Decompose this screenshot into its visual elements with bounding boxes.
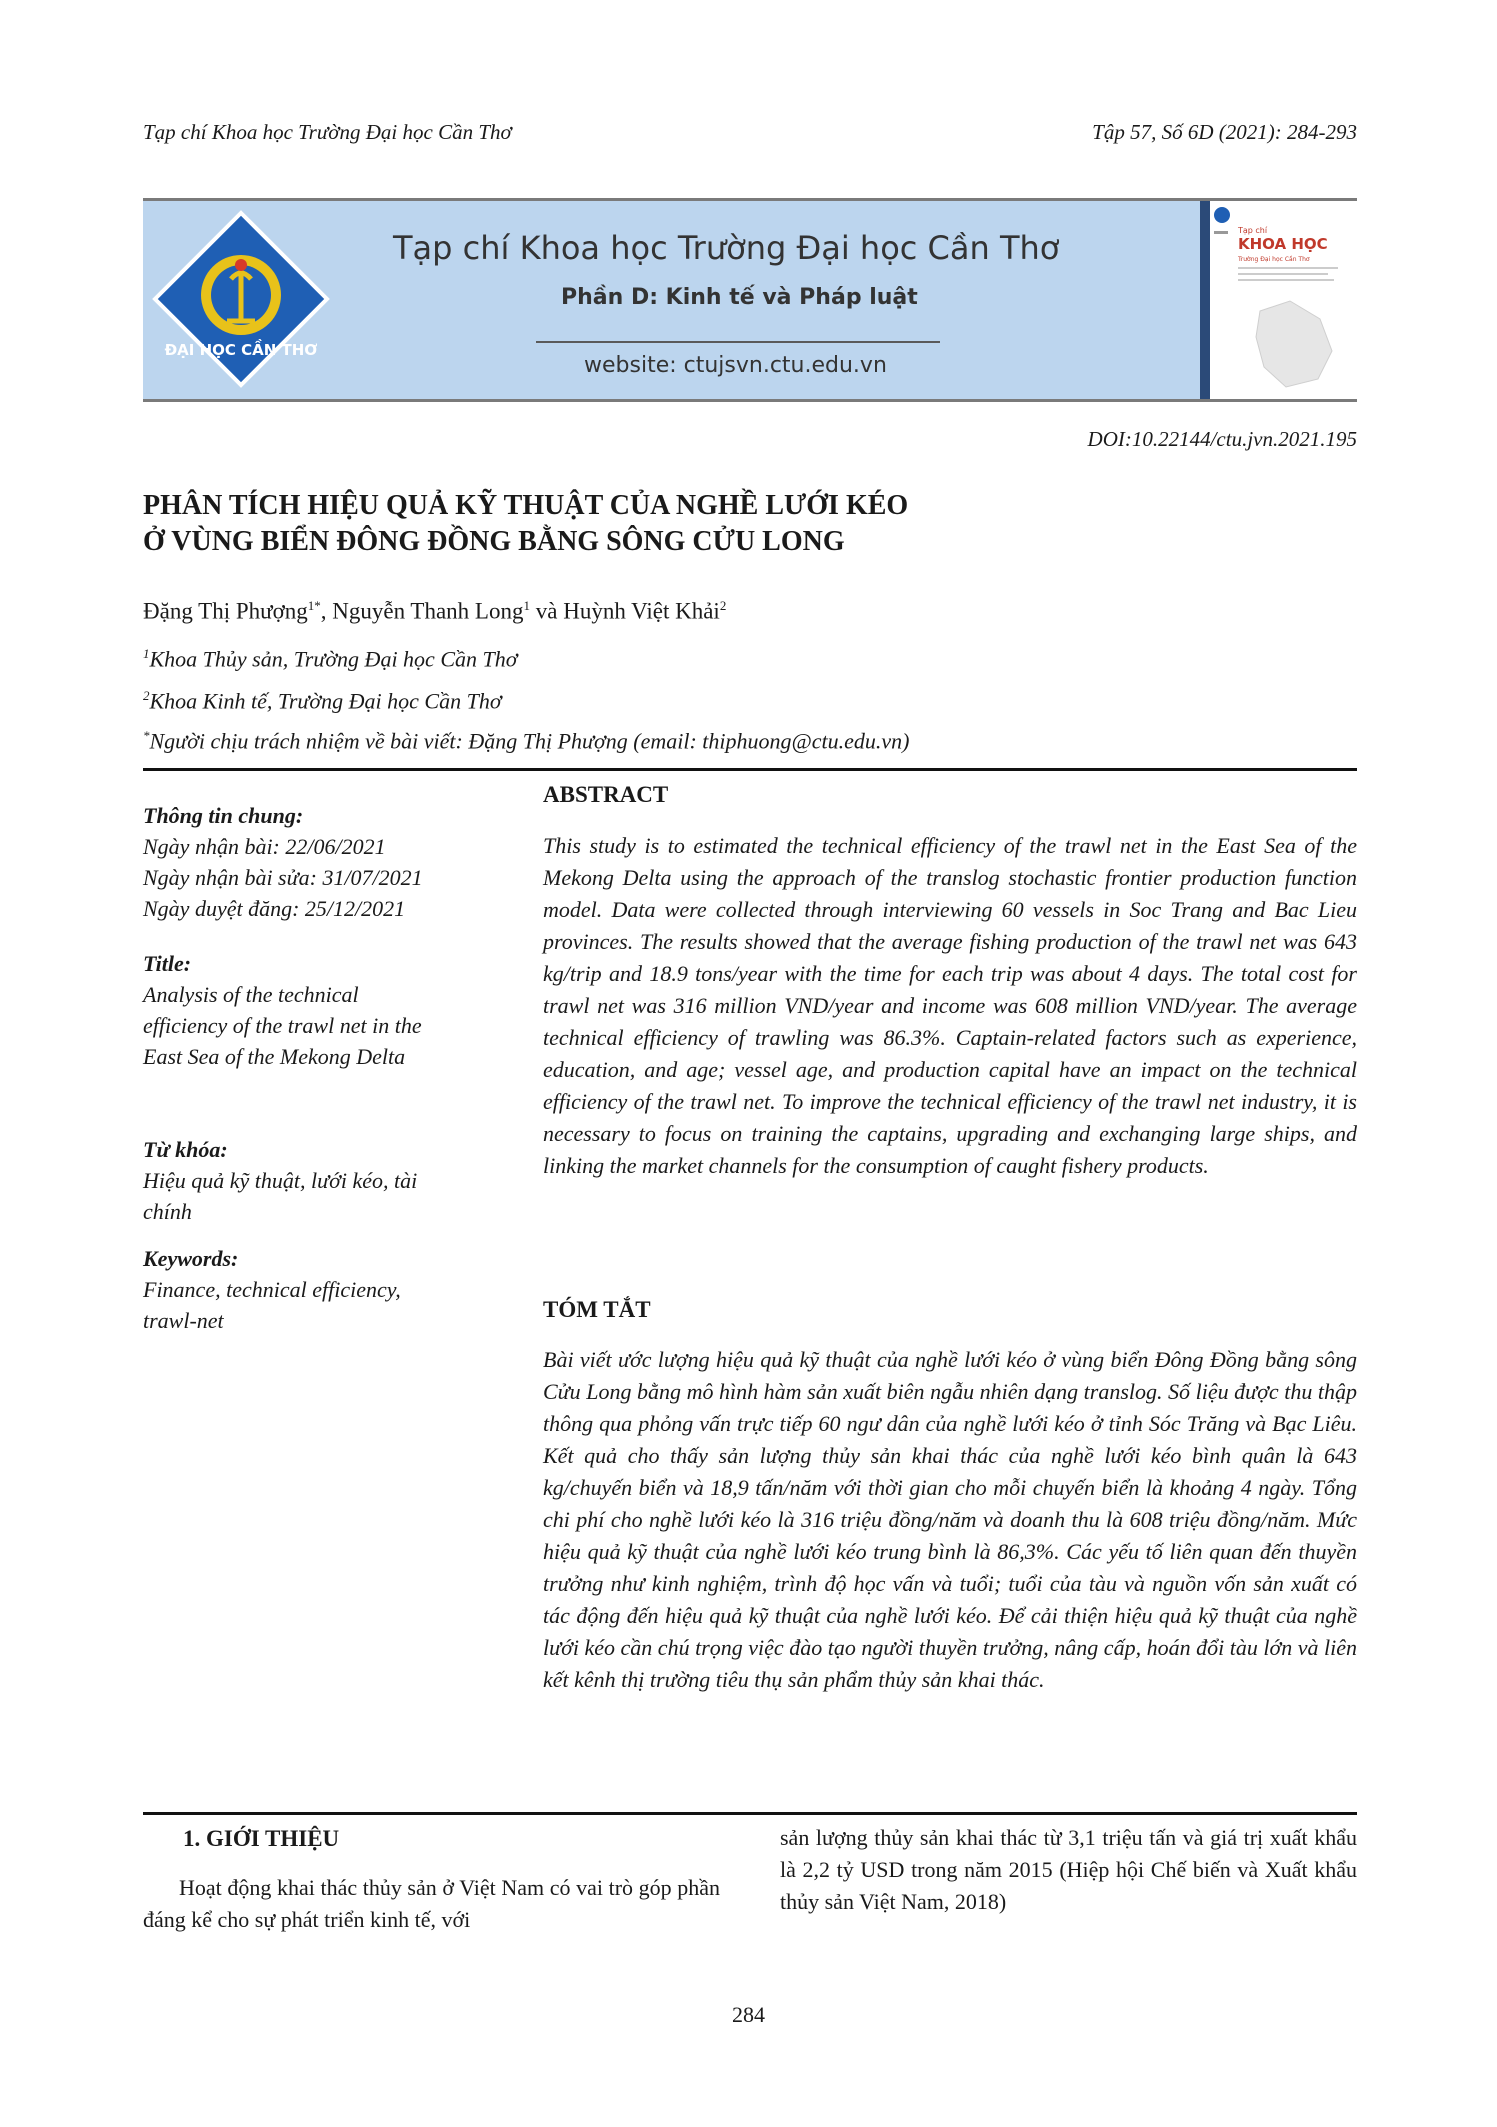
affiliation-2-sup: 2 [143, 688, 150, 703]
affiliation-2-text: Khoa Kinh tế, Trường Đại học Cần Thơ [149, 688, 502, 714]
vn-keywords-heading: Từ khóa: [143, 1137, 228, 1162]
date-accepted: Ngày duyệt đăng: 25/12/2021 [143, 896, 406, 921]
article-title [143, 488, 908, 560]
english-title-heading: Title: [143, 951, 192, 976]
intro-left-column: Hoạt động khai thác thủy sản ở Việt Nam có vai trò góp phần đáng kể cho sự phát triển kinh tế, với [143, 1875, 720, 1932]
english-title-line3: East Sea of the Mekong Delta [143, 1044, 406, 1069]
author-1: Đặng Thị Phượng [143, 598, 308, 624]
abstract-text: This study is to estimated the technical efficiency of the trawl net in the East Sea of the Mekong Delta using the approach of the translog stochastic frontier production function model. Data were collected through interviewing 60 vessels in Soc Trang and Bac Lieu provinces. The results showed that the average fishing production of the trawl net was 643 kg/trip and 18.9 tons/year with the time for each trip was about 4 days. The total cost for trawl net was 316 million VND/year and income was 608 million VND/year. The average technical efficiency of trawling was 86.3%. Captain-related factors such as experience, education, and age; vessel age, and production capital have an impact on the technical efficiency of the trawl net. To improve the technical efficiency of the trawl net industry, it is necessary to focus on training the captains, upgrading and exchanging large ships, and linking the market channels for the consumption of caught fishery products. [543, 833, 1357, 1178]
corresponding-author [143, 728, 909, 754]
author-2: Nguyễn Thanh Long [332, 598, 524, 624]
banner-website: website: ctujsvn.ctu.edu.vn [584, 353, 887, 378]
header-rule [143, 768, 1357, 771]
journal-banner [143, 198, 1357, 402]
doi: DOI:10.22144/ctu.jvn.2021.195 [1087, 427, 1357, 451]
affiliation-2 [143, 688, 502, 714]
author-3-sup: 2 [719, 598, 727, 613]
banner-section: Phần D: Kinh tế và Pháp luật [561, 285, 918, 310]
article-title-line2: Ở VÙNG BIỂN ĐÔNG ĐỒNG BẰNG SÔNG CỬU LONG [143, 526, 845, 557]
body-rule [143, 1812, 1357, 1815]
journal-cover-thumbnail [1200, 201, 1357, 399]
article-info-sidebar [143, 800, 503, 1336]
author-1-sup: 1* [307, 598, 321, 613]
author-sep-1: , [320, 598, 333, 624]
cover-small-text: Tạp chí [1238, 226, 1268, 235]
corresponding-text: Người chịu trách nhiệm về bài viết: Đặng Thị Phượng (email: thiphuong@ctu.edu.vn) [149, 728, 910, 754]
cover-big-text: KHOA HỌC [1238, 235, 1328, 253]
abstract-heading: ABSTRACT [543, 782, 669, 807]
keywords-line1: Finance, technical efficiency, [143, 1277, 401, 1302]
page-number: 284 [732, 2002, 765, 2027]
corresponding-sup: * [143, 728, 150, 743]
affiliation-1-text: Khoa Thủy sản, Trường Đại học Cần Thơ [149, 646, 518, 672]
keywords-line2: trawl-net [143, 1308, 224, 1333]
author-list [143, 598, 726, 625]
tomtat-text: Bài viết ước lượng hiệu quả kỹ thuật của nghề lưới kéo ở vùng biển Đông Đồng bằng sông Cửu Long bằng mô hình hàm sản xuất biên ngẫu nhiên dạng translog. Số liệu được thu thập thông qua phỏng vấn trực tiếp 60 ngư dân của nghề lưới kéo ở tỉnh Sóc Trăng và Bạc Liêu. Kết quả cho thấy sản lượng thủy sản khai thác của nghề lưới kéo bình quân là 643 kg/chuyến biển và 18,9 tấn/năm với thời gian cho mỗi chuyến biển là khoảng 4 ngày. Tổng chi phí cho nghề lưới kéo là 316 triệu đồng/năm và doanh thu là 608 triệu đồng/năm. Mức hiệu quả kỹ thuật của nghề lưới kéo trung bình là 86,3%. Các yếu tố liên quan đến thuyền trưởng như kinh nghiệm, trình độ học vấn và tuổi; tuổi của tàu và nguồn vốn sản xuất có tác động đến hiệu quả kỹ thuật của nghề lưới kéo. Để cải thiện hiệu quả kỹ thuật của nghề lưới kéo cần chú trọng việc đào tạo người thuyền trưởng, nâng cấp, hoán đổi tàu lớn và liên kết kênh thị trường tiêu thụ sản phẩm thủy sản khai thác. [543, 1347, 1357, 1692]
vn-keywords-line1: Hiệu quả kỹ thuật, lưới kéo, tài [143, 1168, 418, 1193]
running-header-journal: Tạp chí Khoa học Trường Đại học Cần Thơ [143, 120, 512, 144]
author-3: Huỳnh Việt Khải [563, 598, 720, 624]
english-title-line2: efficiency of the trawl net in the [143, 1013, 422, 1038]
author-sep-2: và [529, 598, 564, 624]
affiliation-1-sup: 1 [143, 646, 150, 661]
banner-journal-title: Tạp chí Khoa học Trường Đại học Cần Thơ [393, 229, 1060, 267]
intro-right-column: sản lượng thủy sản khai thác từ 3,1 triệu tấn và giá trị xuất khẩu là 2,2 tỷ USD trong năm 2015 (Hiệp hội Chế biến và Xuất khẩu thủy sản Việt Nam, 2018) [780, 1825, 1357, 1914]
vn-keywords-line2: chính [143, 1199, 192, 1224]
banner-divider [536, 341, 940, 343]
keywords-heading: Keywords: [143, 1246, 239, 1271]
article-title-line1: PHÂN TÍCH HIỆU QUẢ KỸ THUẬT CỦA NGHỀ LƯỚI KÉO [143, 490, 909, 521]
logo-text: ĐẠI HỌC CẦN THƠ [164, 341, 318, 359]
running-header-issue: Tập 57, Số 6D (2021): 284-293 [1092, 120, 1357, 144]
cover-image [1200, 201, 1357, 399]
author-2-sup: 1 [523, 598, 530, 613]
english-title-line1: Analysis of the technical [143, 982, 359, 1007]
tomtat-heading: TÓM TẮT [543, 1297, 651, 1322]
date-received: Ngày nhận bài: 22/06/2021 [143, 834, 386, 859]
info-heading: Thông tin chung: [143, 803, 304, 828]
university-logo [151, 209, 331, 389]
affiliation-1 [143, 646, 517, 672]
intro-heading: 1. GIỚI THIỆU [183, 1826, 340, 1851]
date-revised: Ngày nhận bài sửa: 31/07/2021 [143, 865, 423, 890]
cover-sub-text: Trường Đại học Cần Thơ [1238, 256, 1310, 263]
